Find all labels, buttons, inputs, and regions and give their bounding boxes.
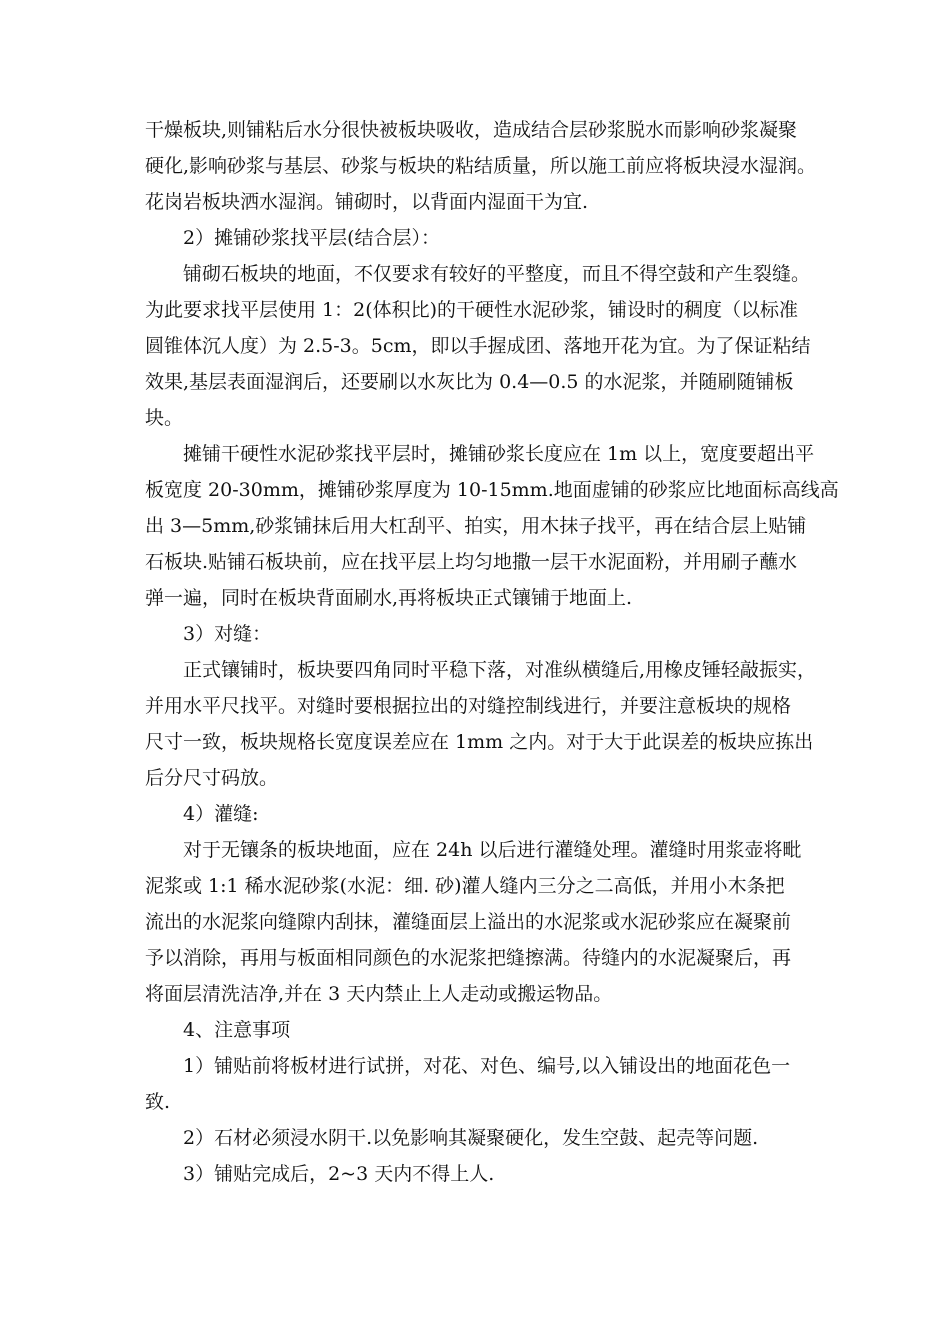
paragraph	[145, 1012, 817, 1048]
paragraph	[145, 1048, 817, 1120]
text-line: 2）摊铺砂浆找平层(结合层）：	[183, 227, 441, 249]
text-line: 予以消除，再用与板面相同颜色的水泥浆把缝擦满。待缝内的水泥凝聚后，再	[145, 947, 792, 969]
paragraph	[145, 796, 817, 832]
text-line: 石板块.贴铺石板块前，应在找平层上均匀地撒一层干水泥面粉，并用刷子蘸水	[145, 551, 798, 573]
paragraph	[145, 616, 817, 652]
text-line: 并用水平尺找平。对缝时要根据拉出的对缝控制线进行，并要注意板块的规格	[145, 695, 792, 717]
text-line: 2）石材必须浸水阴干.以免影响其凝聚硬化，发生空鼓、起壳等问题.	[183, 1127, 759, 1149]
text-line: 泥浆或 1:1 稀水泥砂浆(水泥：细. 砂)灌人缝内三分之二高低，并用小木条把	[145, 875, 785, 897]
paragraph	[145, 112, 817, 220]
text-line: 效果,基层表面湿润后，还要刷以水灰比为 0.4—0.5 的水泥浆，并随刷随铺板	[145, 371, 794, 393]
paragraph	[145, 436, 839, 616]
text-line: 块。	[145, 407, 184, 429]
text-line: 铺砌石板块的地面，不仅要求有较好的平整度，而且不得空鼓和产生裂缝。	[183, 263, 811, 285]
paragraph	[145, 256, 817, 436]
text-line: 尺寸一致，板块规格长宽度误差应在 1mm 之内。对于大于此误差的板块应拣出	[145, 731, 814, 753]
text-line: 弹一遍，同时在板块背面刷水,再将板块正式镶铺于地面上.	[145, 587, 633, 609]
paragraph	[145, 832, 817, 1012]
text-line: 摊铺干硬性水泥砂浆找平层时，摊铺砂浆长度应在 1m 以上，宽度要超出平	[183, 443, 815, 465]
text-line: 1）铺贴前将板材进行试拼，对花、对色、编号,以入铺设出的地面花色一	[183, 1055, 791, 1077]
text-line: 圆锥体沉人度）为 2.5-3。5cm，即以手握成团、落地开花为宜。为了保证粘结	[145, 335, 811, 357]
text-line: 花岗岩板块洒水湿润。铺砌时，以背面内湿面干为宜.	[145, 191, 589, 213]
text-line: 干燥板块,则铺粘后水分很快被板块吸收，造成结合层砂浆脱水而影响砂浆凝聚	[145, 119, 798, 141]
paragraph	[145, 1120, 817, 1156]
text-line: 将面层清洗洁净,并在 3 天内禁止上人走动或搬运物品。	[145, 983, 613, 1005]
text-line: 正式镶铺时，板块要四角同时平稳下落，对准纵横缝后,用橡皮锤轻敲振实，	[183, 659, 817, 681]
text-line: 4、注意事项	[183, 1019, 291, 1041]
text-line: 出 3—5mm,砂浆铺抹后用大杠刮平、拍实，用木抹子找平，再在结合层上贴铺	[145, 515, 807, 537]
text-line: 3）对缝：	[183, 623, 272, 645]
text-line: 后分尺寸码放。	[145, 767, 279, 789]
text-line: 硬化,影响砂浆与基层、砂浆与板块的粘结质量，所以施工前应将板块浸水湿润。	[145, 155, 817, 177]
text-line: 为此要求找平层使用 1：2(体积比)的干硬性水泥砂浆，铺设时的稠度（以标准	[145, 299, 799, 321]
text-line: 致.	[145, 1091, 171, 1113]
text-line: 流出的水泥浆向缝隙内刮抹，灌缝面层上溢出的水泥浆或水泥砂浆应在凝聚前	[145, 911, 792, 933]
text-line: 对于无镶条的板块地面，应在 24h 以后进行灌缝处理。灌缝时用浆壶将毗	[183, 839, 802, 861]
paragraph	[145, 1156, 817, 1192]
document-body	[145, 112, 839, 1192]
paragraph	[145, 652, 817, 796]
text-line: 4）灌缝:	[183, 803, 259, 825]
text-line: 3）铺贴完成后，2~3 天内不得上人.	[183, 1163, 495, 1185]
paragraph	[145, 220, 817, 256]
text-line: 板宽度 20-30mm，摊铺砂浆厚度为 10-15mm.地面虚铺的砂浆应比地面标高线高	[145, 479, 839, 501]
